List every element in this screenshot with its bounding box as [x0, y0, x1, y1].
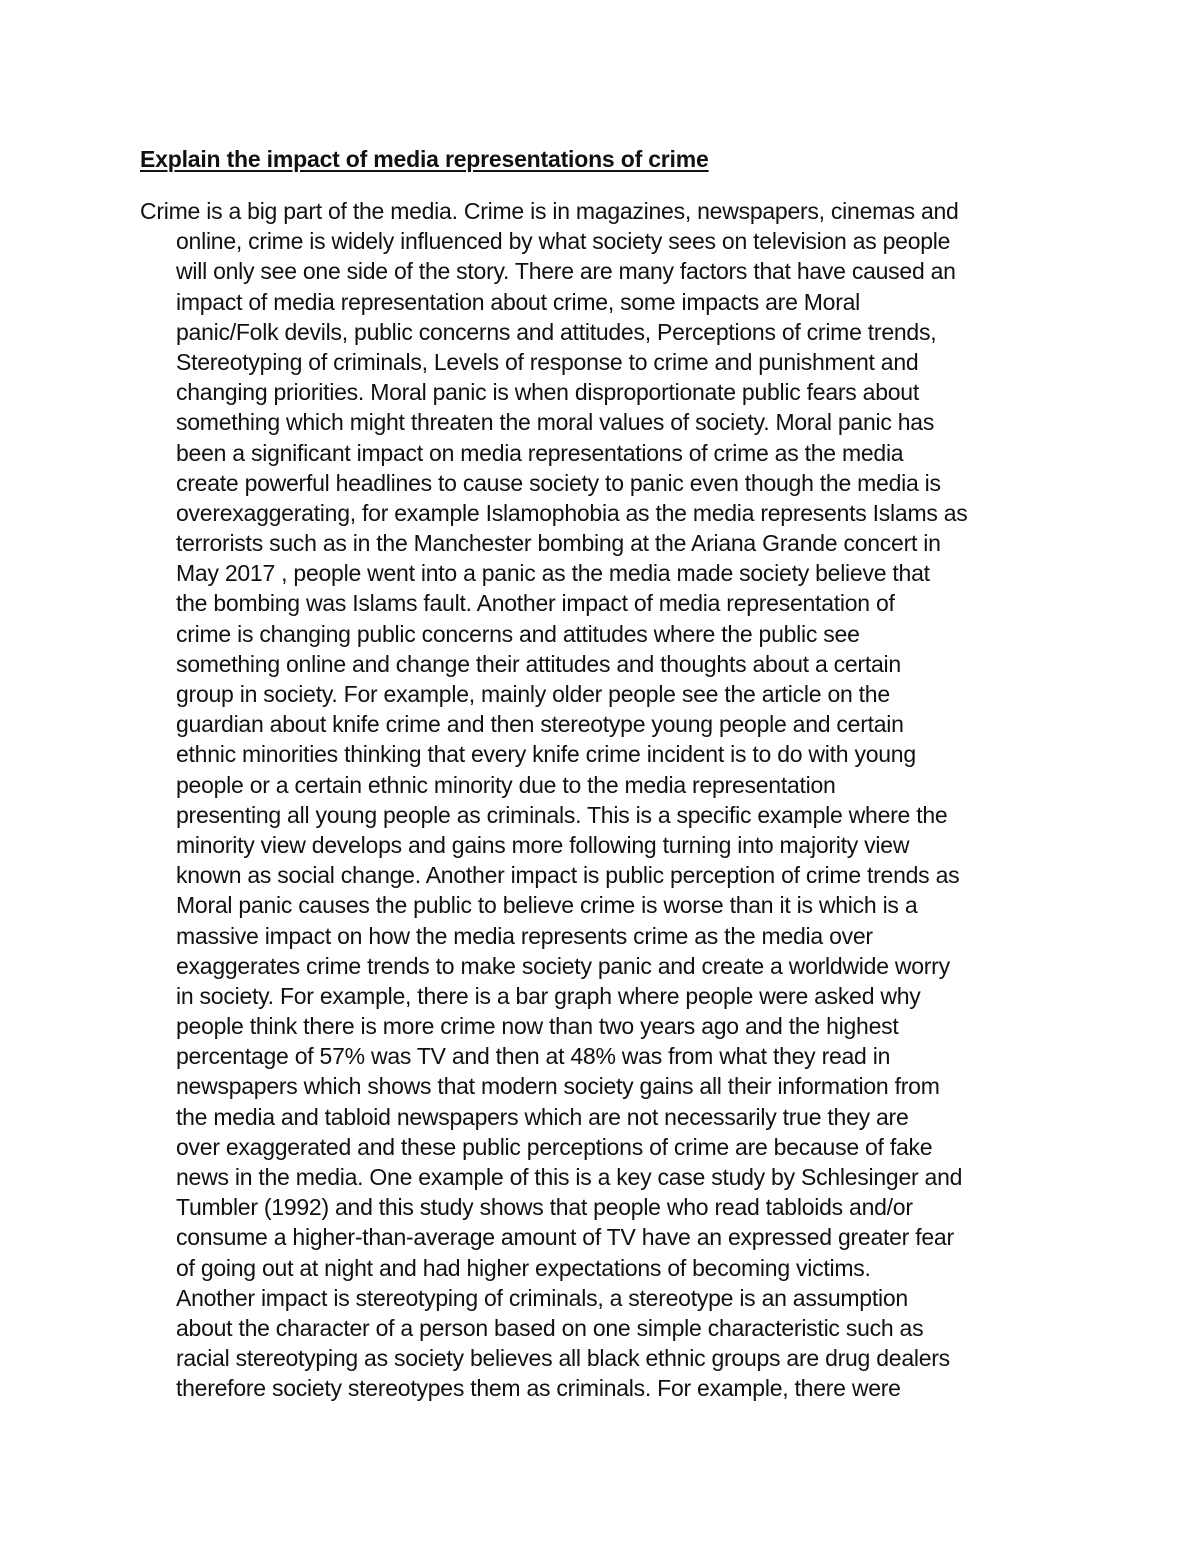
body-line: people think there is more crime now than two years ago and the highest [176, 1013, 899, 1040]
body-line: people or a certain ethnic minority due to the media representation [176, 771, 836, 798]
body-line: the bombing was Islams fault. Another impact of media representation of [176, 590, 895, 617]
body-line: changing priorities. Moral panic is when disproportionate public fears about [176, 379, 919, 406]
body-line: the media and tabloid newspapers which are not necessarily true they are [176, 1103, 909, 1130]
body-line: May 2017 , people went into a panic as the media made society believe that [176, 560, 930, 587]
body-line: online, crime is widely influenced by what society sees on television as people [176, 228, 951, 255]
body-line: Crime is a big part of the media. Crime is in magazines, newspapers, cinemas and [140, 198, 959, 224]
body-line: news in the media. One example of this is a key case study by Schlesinger and [176, 1164, 963, 1190]
document-title: Explain the impact of media representations of crime [140, 146, 709, 172]
body-line: Another impact is stereotyping of criminals, a stereotype is an assumption [176, 1284, 908, 1311]
body-line: panic/Folk devils, public concerns and attitudes, Perceptions of crime trends, [176, 318, 937, 345]
body-line: something online and change their attitudes and thoughts about a certain [176, 650, 901, 677]
body-line: exaggerates crime trends to make society panic and create a worldwide worry [176, 952, 950, 979]
body-line: therefore society stereotypes them as criminals. For example, there were [176, 1375, 901, 1402]
body-line: Tumbler (1992) and this study shows that people who read tabloids and/or [176, 1194, 913, 1221]
body-line: will only see one side of the story. There are many factors that have caused an [176, 258, 956, 285]
body-line: of going out at night and had higher expectations of becoming victims. [176, 1254, 871, 1281]
body-line: over exaggerated and these public perceptions of crime are because of fake [176, 1133, 933, 1160]
body-line: in society. For example, there is a bar graph where people were asked why [176, 982, 921, 1009]
body-line: known as social change. Another impact is public perception of crime trends as [176, 862, 960, 889]
body-line: ethnic minorities thinking that every knife crime incident is to do with young [176, 741, 916, 768]
body-line: been a significant impact on media representations of crime as the media [176, 439, 904, 466]
body-line: percentage of 57% was TV and then at 48% was from what they read in [176, 1043, 891, 1070]
body-line: massive impact on how the media represents crime as the media over [176, 922, 873, 949]
body-line: Stereotyping of criminals, Levels of response to crime and punishment and [176, 348, 919, 375]
body-line: newspapers which shows that modern society gains all their information from [176, 1073, 940, 1100]
body-line: terrorists such as in the Manchester bombing at the Ariana Grande concert in [176, 530, 941, 557]
body-line: guardian about knife crime and then stereotype young people and certain [176, 711, 904, 738]
body-line: consume a higher-than-average amount of TV have an expressed greater fear [176, 1224, 954, 1251]
body-line: presenting all young people as criminals. This is a specific example where the [176, 801, 948, 828]
body-line: about the character of a person based on one simple characteristic such as [176, 1314, 924, 1341]
body-line: impact of media representation about crime, some impacts are Moral [176, 288, 861, 315]
body-line: overexaggerating, for example Islamophobia as the media represents Islams as [176, 499, 968, 526]
body-line: minority view develops and gains more following turning into majority view [176, 831, 910, 858]
body-line: Moral panic causes the public to believe crime is worse than it is which is a [176, 892, 918, 919]
body-line: group in society. For example, mainly older people see the article on the [176, 681, 890, 707]
body-line: something which might threaten the moral values of society. Moral panic has [176, 409, 935, 436]
document-body [140, 196, 1070, 1404]
body-line: racial stereotyping as society believes all black ethnic groups are drug dealers [176, 1345, 950, 1372]
body-line: crime is changing public concerns and attitudes where the public see [176, 620, 860, 647]
body-line: create powerful headlines to cause society to panic even though the media is [176, 469, 941, 496]
